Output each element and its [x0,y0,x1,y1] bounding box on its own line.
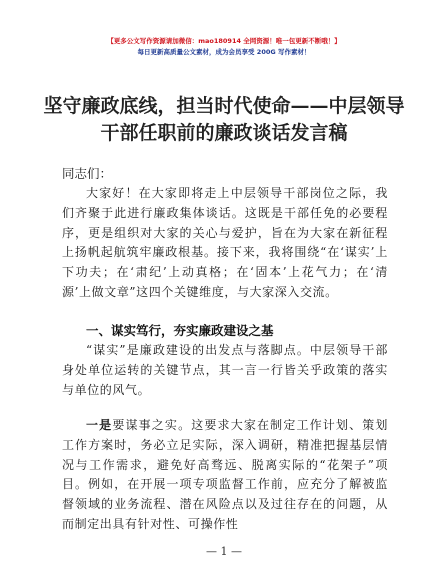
section-heading-1: 一、谋实笃行，夯实廉政建设之基 [86,323,274,338]
promo-banner-line-2: 每日更新高质量公文素材，成为会员享受 200G 写作素材！ [137,48,311,56]
document-title: 坚守廉政底线，担当时代使命——中层领导干部任职前的廉政谈话发言稿 [43,95,405,144]
salutation: 同志们： [62,166,113,181]
page-number: — 1 — [206,545,242,558]
paragraph-section-1-intro: “谋实”是廉政建设的出发点与落脚点。中层领导干部身处单位运转的关键节点，其一言一行皆关乎政策的落实与单位的风气。 [62,343,388,397]
promo-banner-line-1: 【更多公文写作资源请加微信：mao180914 全网资源！唯一包更新不断哦！】 [107,37,341,45]
paragraph-section-1-point-1 [62,416,388,535]
point-lead: 一是 [86,418,113,432]
paragraph-intro: 大家好！在大家即将走上中层领导干部岗位之际，我们齐聚于此进行廉政集体谈话。这既是干部任免的必要程序，更是组织对大家的关心与爱护，旨在为大家在新征程上扬帆起航筑牢廉政根基。接下来，我将围绕“在‘谋实’上下功夫；在‘肃纪’上动真格；在‘固本’上花气力；在‘清源’上做文章”这四个关键维度，与大家深入交流。 [62,186,388,299]
point-body: 要谋事之实。这要求大家在制定工作计划、策划工作方案时，务必立足实际，深入调研，精准把握基层情况与工作需求，避免好高骛远、脱离实际的“花架子”项目。例如，在开展一项专项监督工作前，应充分了解被监督领域的业务流程、潜在风险点以及过往存在的问题，从而制定出具有针对性、可操作性 [62,418,388,531]
